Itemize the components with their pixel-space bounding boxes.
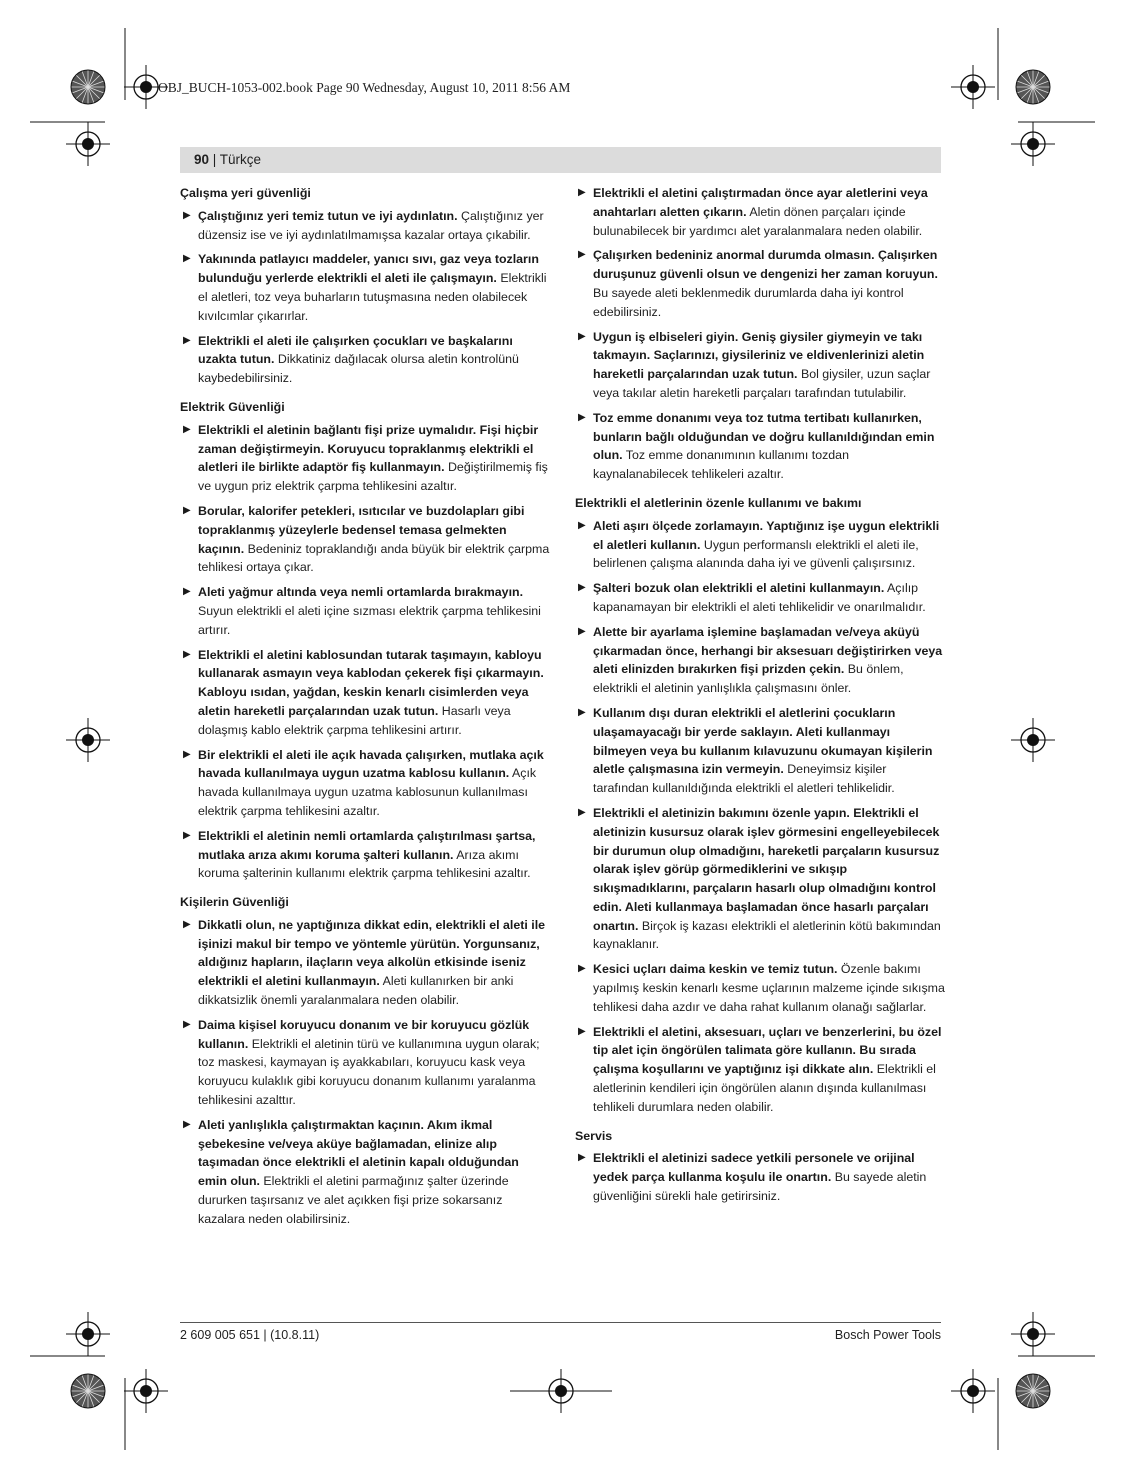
safety-item <box>575 623 945 698</box>
item-normal-text: Elektrikli el aletlerinin kendileri için öngörülen alanın dışında kullanılması tehlikeli durumlara neden olabilir. <box>593 1062 936 1114</box>
item-bold-text: Aleti yağmur altında veya nemli ortamlarda bırakmayın. <box>198 585 524 600</box>
registration-mark-icon <box>66 718 110 762</box>
triangle-bullet-icon: ▶ <box>183 918 191 930</box>
registration-mark-icon <box>66 1312 110 1356</box>
section-heading: Elektrik Güvenliği <box>180 399 285 414</box>
item-normal-text: Bu sayede aletin güvenliğini sürekli hale getirirsiniz. <box>593 1170 927 1204</box>
safety-item <box>575 704 945 798</box>
item-bold-text: Çalıştığınız yeri temiz tutun ve iyi aydınlatın. <box>198 208 458 223</box>
registration-mark-icon <box>1011 718 1055 762</box>
item-normal-text: Toz emme donanımının kullanımı tozdan kaynalanabilecek tehlikeleri azaltır. <box>593 448 849 482</box>
item-normal-text: Açılıp kapanamayan bir elektrikli el aleti tehlikelidir ve onarılmalıdır. <box>593 581 926 614</box>
item-bold-text: Borular, kalorifer petekleri, ısıtıcılar ve buzdolapları gibi topraklanmış yüzeylerle bedensel temasa gelmekten kaçının. <box>198 503 525 556</box>
item-bold-text: Elektrikli el aletinizi sadece yetkili personele ve orijinal yedek parça kullanma koşulu ile onartın. <box>593 1151 915 1185</box>
safety-item <box>575 579 945 617</box>
triangle-bullet-icon: ▶ <box>183 423 191 435</box>
safety-item <box>180 1016 550 1110</box>
left-column <box>180 184 550 1235</box>
item-bold-text: Aleti aşırı ölçede zorlamayın. Yaptığınız işe uygun elektrikli el aletleri kullanın. <box>593 518 940 552</box>
triangle-bullet-icon: ▶ <box>578 806 586 818</box>
footer-doc-number: 2 609 005 651 | (10.8.11) <box>180 1328 320 1342</box>
item-normal-text: Değiştirilmemiş fiş ve uygun priz elektrik çarpma tehlikesini azaltır. <box>198 460 548 494</box>
item-bold-text: Çalışırken bedeniniz anormal durumda olmasın. Çalışırken duruşunuz güvenli olsun ve dengenizi her zaman koruyun. <box>593 248 938 282</box>
triangle-bullet-icon: ▶ <box>578 625 586 637</box>
item-normal-text: Suyun elektrikli el aleti içine sızması elektrik çarpma tehlikesini artırır. <box>198 603 541 637</box>
triangle-bullet-icon: ▶ <box>183 1118 191 1130</box>
triangle-bullet-icon: ▶ <box>578 1025 586 1037</box>
item-bold-text: Yakınında patlayıcı maddeler, yanıcı sıvı, gaz veya tozların bulunduğu yerlerde elektrikli el aleti ile çalışmayın. <box>198 252 539 286</box>
item-bold-text: Alette bir ayarlama işlemine başlamadan ve/veya aküyü çıkarmadan önce, herhangi bir aksesuarı değiştirirken veya aleti elinizden bırakırken fişi prizden çekin. <box>593 624 943 677</box>
section-heading: Elektrikli el aletlerinin özenle kullanımı ve bakımı <box>575 495 862 510</box>
registration-mark-icon <box>1011 122 1055 166</box>
triangle-bullet-icon: ▶ <box>183 648 191 660</box>
item-normal-text: Deneyimsiz kişiler tarafından kullanıldığında elektrikli el aletleri tehlikelidir. <box>593 762 895 796</box>
safety-item <box>575 184 945 240</box>
color-wheel-icon <box>1016 70 1050 104</box>
triangle-bullet-icon: ▶ <box>183 334 191 346</box>
item-bold-text: Kullanım dışı duran elektrikli el aletlerini çocukların ulaşamayacağı bir yerde saklayın. Aleti kullanmayı bilmeyen veya bu kullanım kılavuzunu okumayan kişilerin aletle çalışmasına izin vermeyin. <box>593 705 933 777</box>
triangle-bullet-icon: ▶ <box>183 586 191 598</box>
safety-item <box>575 960 945 1016</box>
triangle-bullet-icon: ▶ <box>183 504 191 516</box>
safety-item <box>575 1023 945 1117</box>
item-bold-text: Daima kişisel koruyucu donanım ve bir koruyucu gözlük kullanın. <box>198 1017 530 1051</box>
color-wheel-icon <box>1016 1374 1050 1408</box>
registration-mark-icon <box>951 65 995 109</box>
triangle-bullet-icon: ▶ <box>578 187 586 198</box>
safety-item <box>180 250 550 325</box>
item-bold-text: Toz emme donanımı veya toz tutma tertibatı kullanırken, bunların bağlı olduğundan ve doğru kullanıldığından emin olun. <box>593 410 935 463</box>
section-heading: Çalışma yeri güvenliği <box>180 186 311 200</box>
triangle-bullet-icon: ▶ <box>578 963 586 975</box>
registration-mark-icon <box>66 122 110 166</box>
color-wheel-icon <box>71 1374 105 1408</box>
color-wheel-icon <box>71 70 105 104</box>
right-column <box>575 184 945 1212</box>
print-info: OBJ_BUCH-1053-002.book Page 90 Wednesday, August 10, 2011 8:56 AM <box>158 80 571 95</box>
safety-item <box>180 646 550 740</box>
safety-item <box>180 332 550 388</box>
safety-item <box>180 502 550 577</box>
item-normal-text: Aleti kullanırken bir anki dikkatsizlik önemli yaralanmalara neden olabilir. <box>198 974 514 1008</box>
page-header-bar <box>180 147 941 173</box>
safety-item <box>575 1149 945 1205</box>
registration-mark-icon <box>951 1369 995 1413</box>
item-bold-text: Bir elektrikli el aleti ile açık havada çalışırken, mutlaka açık havada kullanılmaya uygun uzatma kablosu kullanın. <box>198 747 544 781</box>
item-normal-text: Bu sayede aleti beklenmedik durumlarda daha iyi kontrol edebilirsiniz. <box>593 285 904 319</box>
item-bold-text: Uygun iş elbiseleri giyin. Geniş giysiler giymeyin ve takı takmayın. Saçlarınızı, giysileriniz ve eldivenlerinizi aletin hareketli parçalarından uzak tutun. <box>593 329 925 382</box>
safety-item <box>575 517 945 573</box>
safety-item <box>180 1116 550 1229</box>
footer-brand: Bosch Power Tools <box>834 1328 941 1342</box>
safety-item <box>180 207 550 245</box>
safety-item <box>575 246 945 321</box>
item-normal-text: Açık havada kullanılmaya uygun uzatma kablosunun kullanılması elektrik çarpma tehlikesini azaltır. <box>198 766 537 818</box>
safety-item <box>575 328 945 403</box>
item-normal-text: Bu önlem, elektrikli el aletinin yanlışlıkla çalışmasını önler. <box>593 662 904 696</box>
triangle-bullet-icon: ▶ <box>578 582 586 594</box>
safety-item <box>180 746 550 821</box>
triangle-bullet-icon: ▶ <box>578 1152 586 1164</box>
item-normal-text: Hasarlı veya dolaşmış kablo elektrik çarpma tehlikesini artırır. <box>198 703 511 737</box>
section-heading: Servis <box>575 1128 613 1143</box>
item-bold-text: Elektrikli el aletinin bağlantı fişi prize uymalıdır. Fişi hiçbir zaman değiştirmeyin. Koruyucu topraklanmış elektrikli el aletleri ile birlikte adaptör fiş kullanmayın. <box>198 422 539 475</box>
triangle-bullet-icon: ▶ <box>578 330 586 342</box>
item-bold-text: Elektrikli el aletinizin bakımını özenle yapın. Elektrikli el aletinizin kusursuz olarak işlev görmesini engelleyebilecek bir durumun olup olmadığını, hareketli parçaların kusursuz olarak işlev görüp görmediklerini ve sıkışıp sıkışmadıklarını, parçaların hasarlı olup olmadığını kontrol edin. Aleti kullanmaya başlamadan önce hasarlı parçaları onartın. <box>593 805 940 933</box>
registration-mark-icon <box>124 1369 168 1413</box>
safety-item <box>180 916 550 1010</box>
item-normal-text: Elektrikli el aletleri, toz veya buharların tutuşmasına neden olabilecek kıvılcımlar çıkarırlar. <box>198 271 547 323</box>
safety-item <box>180 827 550 883</box>
item-bold-text: Aleti yanlışlıkla çalıştırmaktan kaçının. Akım ikmal şebekesine ve/veya aküye bağlamadan, elinize alıp taşımadan önce elektrikli el aletinin kapalı olduğundan emin olun. <box>198 1117 519 1189</box>
item-bold-text: Elektrikli el aletini çalıştırmadan önce ayar aletlerini veya anahtarları aletten çıkarın. <box>593 186 928 219</box>
safety-item <box>575 409 945 484</box>
triangle-bullet-icon: ▶ <box>183 829 191 841</box>
item-normal-text: Dikkatiniz dağılacak olursa aletin kontrolünü kaybedebilirsiniz. <box>198 352 519 386</box>
item-normal-text: Elektrikli el aletinin türü ve kullanımına uygun olarak; toz maskesi, kaymayan iş ayakkabıları, koruyucu kask veya koruyucu kulaklık gibi koruyucu donanım kullanımı yaralanma tehlikesini azalttır. <box>198 1036 540 1108</box>
section-heading: Kişilerin Güvenliği <box>180 895 289 910</box>
triangle-bullet-icon: ▶ <box>578 411 586 423</box>
triangle-bullet-icon: ▶ <box>183 253 191 265</box>
triangle-bullet-icon: ▶ <box>183 1018 191 1030</box>
triangle-bullet-icon: ▶ <box>578 519 586 531</box>
item-normal-text: Bol giysiler, uzun saçlar veya takılar aletin hareketli parçaları tarafından tutulabilir. <box>593 367 931 400</box>
safety-item <box>180 421 550 496</box>
item-bold-text: Elektrikli el aleti ile çalışırken çocukları ve başkalarını uzakta tutun. <box>198 333 513 367</box>
triangle-bullet-icon: ▶ <box>578 249 586 261</box>
footer-rule <box>180 1322 941 1323</box>
item-normal-text: Uygun performanslı elektrikli el aleti ile, belirlenen çalışma alanında daha iyi ve güvenli çalışırsınız. <box>593 537 919 571</box>
item-normal-text: Özenle bakımı yapılmış keskin kenarlı kesme uçlarının malzeme içinde sıkışma tehlikesi daha azdır ve daha rahat kullanım olanağı sağlarlar. <box>593 962 945 1014</box>
item-normal-text: Çalıştığınız yer düzensiz ise ve iyi aydınlatılmamışsa kazalar ortaya çıkabilir. <box>198 208 544 242</box>
item-bold-text: Elektrikli el aletini kablosundan tutarak taşımayın, kabloyu kullanarak asmayın veya kablodan çekerek fişi çıkarmayın. Kabloyu ısıdan, yağdan, keskin kenarlı cisimlerden veya aletin hareketli parçalarından uzak tutun. <box>198 647 544 718</box>
triangle-bullet-icon: ▶ <box>183 748 191 760</box>
safety-item <box>180 583 550 639</box>
page-number: 90 <box>194 152 210 167</box>
item-bold-text: Dikkatli olun, ne yaptığınıza dikkat edin, elektrikli el aleti ile işinizi makul bir tempo ve yöntemle yürütün. Yorgunsanız, aldığınız hapların, ilaçların veya alkolün etkisinde iseniz elektrikli el aletini kullanmayın. <box>198 917 546 989</box>
item-bold-text: Elektrikli el aletinin nemli ortamlarda çalıştırılması şartsa, mutlaka arıza akımı koruma şalteri kullanın. <box>198 828 536 862</box>
item-bold-text: Şalteri bozuk olan elektrikli el aletini kullanmayın. <box>593 581 885 596</box>
item-normal-text: Birçok iş kazası elektrikli el aletlerinin kötü bakımından kaynaklanır. <box>593 918 941 952</box>
safety-item <box>575 804 945 954</box>
triangle-bullet-icon: ▶ <box>578 706 586 718</box>
item-normal-text: Aletin dönen parçaları içinde bulunabilecek bir yardımcı alet yaralanmalara neden olabilir. <box>593 204 923 238</box>
triangle-bullet-icon: ▶ <box>183 209 191 221</box>
registration-mark-icon <box>1011 1312 1055 1356</box>
page-header <box>194 152 261 167</box>
header-language: Türkçe <box>219 152 262 167</box>
item-normal-text: Arıza akımı koruma şalterinin kullanımı elektrik çarpma tehlikesini azaltır. <box>198 847 531 881</box>
header-separator: | <box>209 152 220 167</box>
item-bold-text: Kesici uçları daima keskin ve temiz tutun. <box>593 962 838 977</box>
item-normal-text: Bedeniniz topraklandığı anda büyük bir elektrik çarpma tehlikesi ortaya çıkar. <box>198 541 550 575</box>
item-normal-text: Elektrikli el aletini parmağınız şalter üzerinde dururken taşırsanız ve alet açıkken fişi prize sokarsanız kazalara neden olabilirsiniz. <box>198 1174 509 1226</box>
item-bold-text: Elektrikli el aletini, aksesuarı, uçları ve benzerlerini, bu özel tip alet için öngörülen talimata göre kullanın. Bu sırada çalışma koşullarını ve yaptığınız işi dikkate alın. <box>593 1024 942 1077</box>
